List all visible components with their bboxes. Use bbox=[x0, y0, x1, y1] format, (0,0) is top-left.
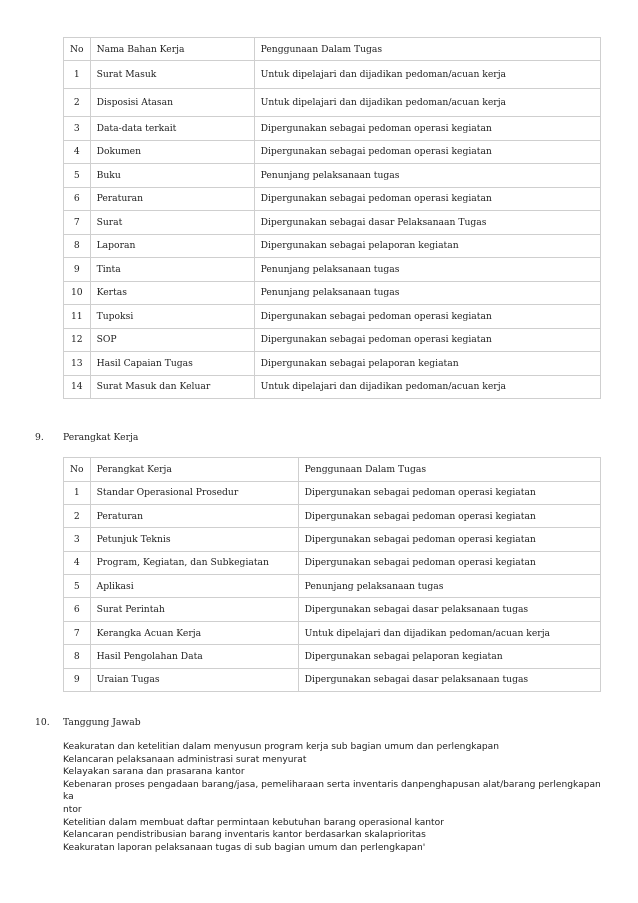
cell-name: Surat Masuk bbox=[90, 61, 254, 89]
cell-usage: Dipergunakan sebagai pelaporan kegiatan bbox=[254, 234, 600, 258]
cell-usage: Penunjang pelaksanaan tugas bbox=[254, 164, 600, 188]
cell-name: Aplikasi bbox=[90, 575, 298, 598]
cell-no: 12 bbox=[64, 328, 91, 352]
responsibility-item: Kelancaran pelaksanaan administrasi surat menyurat bbox=[63, 754, 307, 765]
responsibility-item: Kebenaran proses pengadaan barang/jasa, pemeliharaan serta inventaris danpenghapusan alat/barang perlengkapan ka bbox=[63, 779, 601, 803]
cell-no: 7 bbox=[64, 621, 91, 644]
responsibility-item: Kelayakan sarana dan prasarana kantor bbox=[63, 767, 245, 778]
cell-name: Petunjuk Teknis bbox=[90, 528, 298, 551]
responsibility-item: Keakuratan laporan pelaksanaan tugas di sub bagian umum dan perlengkapan' bbox=[63, 842, 426, 853]
table-header-row bbox=[64, 38, 601, 61]
cell-no: 10 bbox=[64, 281, 91, 305]
bahan-kerja-table bbox=[63, 37, 601, 399]
cell-no: 14 bbox=[64, 375, 91, 399]
cell-usage: Dipergunakan sebagai dasar pelaksanaan tugas bbox=[298, 598, 600, 621]
cell-name: Peraturan bbox=[90, 187, 254, 211]
cell-no: 4 bbox=[64, 551, 91, 574]
column-header-penggunaan: Penggunaan Dalam Tugas bbox=[298, 458, 600, 482]
responsibility-item: ntor bbox=[63, 804, 82, 815]
table-row bbox=[64, 551, 601, 574]
cell-name: Kertas bbox=[90, 281, 254, 305]
cell-usage: Dipergunakan sebagai pedoman operasi kegiatan bbox=[254, 305, 600, 329]
table-row bbox=[64, 528, 601, 551]
cell-usage: Dipergunakan sebagai pedoman operasi kegiatan bbox=[298, 504, 600, 527]
cell-usage: Dipergunakan sebagai pelaporan kegiatan bbox=[298, 645, 600, 668]
cell-name: Data-data terkait bbox=[90, 117, 254, 141]
column-header-no: No bbox=[64, 458, 91, 482]
cell-no: 3 bbox=[64, 528, 91, 551]
cell-no: 4 bbox=[64, 140, 91, 164]
cell-name: Buku bbox=[90, 164, 254, 188]
table-row bbox=[64, 164, 601, 188]
cell-name: Peraturan bbox=[90, 504, 298, 527]
table-row bbox=[64, 89, 601, 117]
responsibility-item: Keakuratan dan ketelitian dalam menyusun program kerja sub bagian umum dan perlengkapan bbox=[63, 742, 500, 752]
cell-usage: Penunjang pelaksanaan tugas bbox=[254, 281, 600, 305]
cell-usage: Dipergunakan sebagai pedoman operasi kegiatan bbox=[298, 528, 600, 551]
cell-name: Tinta bbox=[90, 258, 254, 282]
table-row bbox=[64, 305, 601, 329]
table-row bbox=[64, 375, 601, 399]
table-row bbox=[64, 481, 601, 504]
table-row bbox=[64, 211, 601, 235]
responsibility-item: Kelancaran pendistribusian barang inventaris kantor berdasarkan skalaprioritas bbox=[63, 830, 426, 841]
cell-no: 6 bbox=[64, 187, 91, 211]
table-row bbox=[64, 575, 601, 598]
table-row bbox=[64, 328, 601, 352]
cell-no: 5 bbox=[64, 575, 91, 598]
cell-usage: Penunjang pelaksanaan tugas bbox=[298, 575, 600, 598]
cell-name: Surat Perintah bbox=[90, 598, 298, 621]
section-9-title: Perangkat Kerja bbox=[63, 432, 139, 443]
table-header-row bbox=[64, 458, 601, 482]
table-row bbox=[64, 61, 601, 89]
section-10-number: 10. bbox=[35, 717, 50, 728]
responsibility-list bbox=[63, 741, 603, 854]
cell-name: Surat Masuk dan Keluar bbox=[90, 375, 254, 399]
cell-no: 5 bbox=[64, 164, 91, 188]
cell-no: 1 bbox=[64, 61, 91, 89]
table-row bbox=[64, 117, 601, 141]
cell-name: Tupoksi bbox=[90, 305, 254, 329]
column-header-penggunaan: Penggunaan Dalam Tugas bbox=[254, 38, 600, 61]
table-row bbox=[64, 668, 601, 691]
cell-name: Disposisi Atasan bbox=[90, 89, 254, 117]
cell-no: 7 bbox=[64, 211, 91, 235]
cell-no: 2 bbox=[64, 504, 91, 527]
cell-usage: Penunjang pelaksanaan tugas bbox=[254, 258, 600, 282]
cell-name: Program, Kegiatan, dan Subkegiatan bbox=[90, 551, 298, 574]
cell-no: 6 bbox=[64, 598, 91, 621]
cell-usage: Untuk dipelajari dan dijadikan pedoman/acuan kerja bbox=[254, 61, 600, 89]
cell-usage: Dipergunakan sebagai pedoman operasi kegiatan bbox=[298, 481, 600, 504]
cell-no: 2 bbox=[64, 89, 91, 117]
cell-name: Hasil Capaian Tugas bbox=[90, 352, 254, 376]
responsibility-item: Ketelitian dalam membuat daftar permintaan kebutuhan barang operasional kantor bbox=[63, 817, 444, 828]
column-header-no: No bbox=[64, 38, 91, 61]
table-row bbox=[64, 504, 601, 527]
cell-name: Uraian Tugas bbox=[90, 668, 298, 691]
cell-no: 9 bbox=[64, 668, 91, 691]
cell-usage: Dipergunakan sebagai pedoman operasi kegiatan bbox=[254, 187, 600, 211]
section-10-title: Tanggung Jawab bbox=[63, 717, 141, 728]
cell-usage: Dipergunakan sebagai pedoman operasi kegiatan bbox=[254, 140, 600, 164]
cell-no: 9 bbox=[64, 258, 91, 282]
cell-no: 8 bbox=[64, 234, 91, 258]
cell-usage: Dipergunakan sebagai pedoman operasi kegiatan bbox=[254, 117, 600, 141]
cell-name: SOP bbox=[90, 328, 254, 352]
table-row bbox=[64, 187, 601, 211]
cell-usage: Dipergunakan sebagai pedoman operasi kegiatan bbox=[298, 551, 600, 574]
cell-name: Surat bbox=[90, 211, 254, 235]
cell-name: Dokumen bbox=[90, 140, 254, 164]
table-row bbox=[64, 645, 601, 668]
column-header-perangkat-kerja: Perangkat Kerja bbox=[90, 458, 298, 482]
cell-usage: Untuk dipelajari dan dijadikan pedoman/acuan kerja bbox=[298, 621, 600, 644]
cell-name: Hasil Pengolahan Data bbox=[90, 645, 298, 668]
table-row bbox=[64, 352, 601, 376]
cell-usage: Dipergunakan sebagai dasar pelaksanaan tugas bbox=[298, 668, 600, 691]
cell-no: 8 bbox=[64, 645, 91, 668]
cell-no: 3 bbox=[64, 117, 91, 141]
table-row bbox=[64, 258, 601, 282]
cell-no: 11 bbox=[64, 305, 91, 329]
cell-usage: Dipergunakan sebagai dasar Pelaksanaan Tugas bbox=[254, 211, 600, 235]
cell-name: Kerangka Acuan Kerja bbox=[90, 621, 298, 644]
cell-usage: Dipergunakan sebagai pedoman operasi kegiatan bbox=[254, 328, 600, 352]
table-row bbox=[64, 598, 601, 621]
cell-usage: Dipergunakan sebagai pelaporan kegiatan bbox=[254, 352, 600, 376]
cell-no: 1 bbox=[64, 481, 91, 504]
cell-no: 13 bbox=[64, 352, 91, 376]
cell-name: Laporan bbox=[90, 234, 254, 258]
cell-usage: Untuk dipelajari dan dijadikan pedoman/acuan kerja bbox=[254, 375, 600, 399]
cell-name: Standar Operasional Prosedur bbox=[90, 481, 298, 504]
section-9-number: 9. bbox=[35, 432, 44, 443]
table-row bbox=[64, 234, 601, 258]
cell-usage: Untuk dipelajari dan dijadikan pedoman/acuan kerja bbox=[254, 89, 600, 117]
column-header-nama-bahan-kerja: Nama Bahan Kerja bbox=[90, 38, 254, 61]
table-row bbox=[64, 140, 601, 164]
table-row bbox=[64, 621, 601, 644]
perangkat-kerja-table bbox=[63, 457, 601, 692]
table-row bbox=[64, 281, 601, 305]
